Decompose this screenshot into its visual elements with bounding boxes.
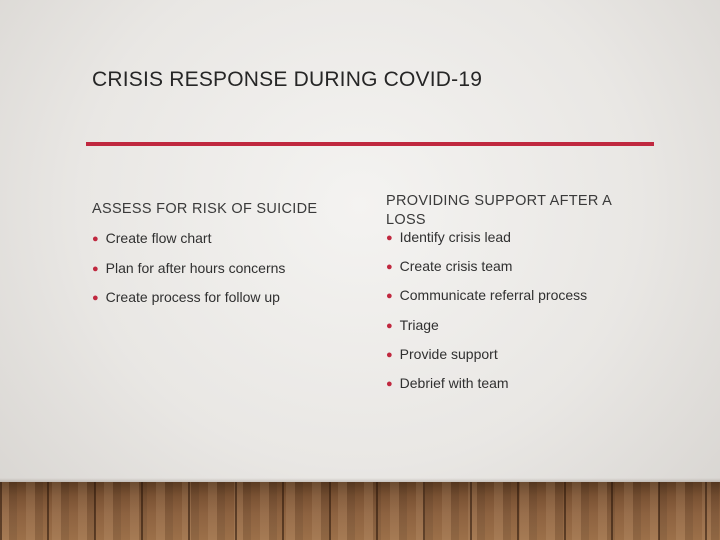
right-column-heading: PROVIDING SUPPORT AFTER A LOSS bbox=[386, 193, 612, 228]
list-item-text: Plan for after hours concerns bbox=[105, 260, 286, 276]
bullet-icon: ● bbox=[386, 290, 393, 302]
list-item bbox=[386, 316, 439, 335]
title-divider bbox=[86, 142, 654, 146]
list-item bbox=[386, 345, 498, 364]
list-item bbox=[92, 259, 285, 278]
bullet-icon: ● bbox=[92, 292, 99, 304]
list-item-text: Debrief with team bbox=[399, 375, 509, 391]
list-item bbox=[386, 257, 512, 276]
bullet-icon: ● bbox=[386, 232, 393, 244]
list-item-text: Identify crisis lead bbox=[399, 229, 511, 245]
list-item bbox=[386, 228, 511, 247]
list-item-text: Communicate referral process bbox=[399, 287, 588, 303]
list-item-text: Triage bbox=[399, 317, 439, 333]
list-item-text: Create crisis team bbox=[399, 258, 513, 274]
bullet-icon: ● bbox=[92, 233, 99, 245]
list-item-text: Create process for follow up bbox=[105, 289, 280, 305]
bullet-icon: ● bbox=[386, 261, 393, 273]
bullet-icon: ● bbox=[92, 263, 99, 275]
bullet-icon: ● bbox=[386, 349, 393, 361]
bullet-icon: ● bbox=[386, 378, 393, 390]
list-item-text: Provide support bbox=[399, 346, 498, 362]
list-item bbox=[92, 288, 280, 307]
slide-title: CRISIS RESPONSE DURING COVID-19 bbox=[92, 68, 483, 91]
bullet-icon: ● bbox=[386, 320, 393, 332]
list-item bbox=[386, 374, 509, 393]
wood-floor-background bbox=[0, 482, 720, 540]
list-item-text: Create flow chart bbox=[105, 230, 212, 246]
list-item bbox=[92, 229, 211, 248]
left-column-heading: ASSESS FOR RISK OF SUICIDE bbox=[92, 201, 318, 217]
list-item bbox=[386, 286, 587, 305]
